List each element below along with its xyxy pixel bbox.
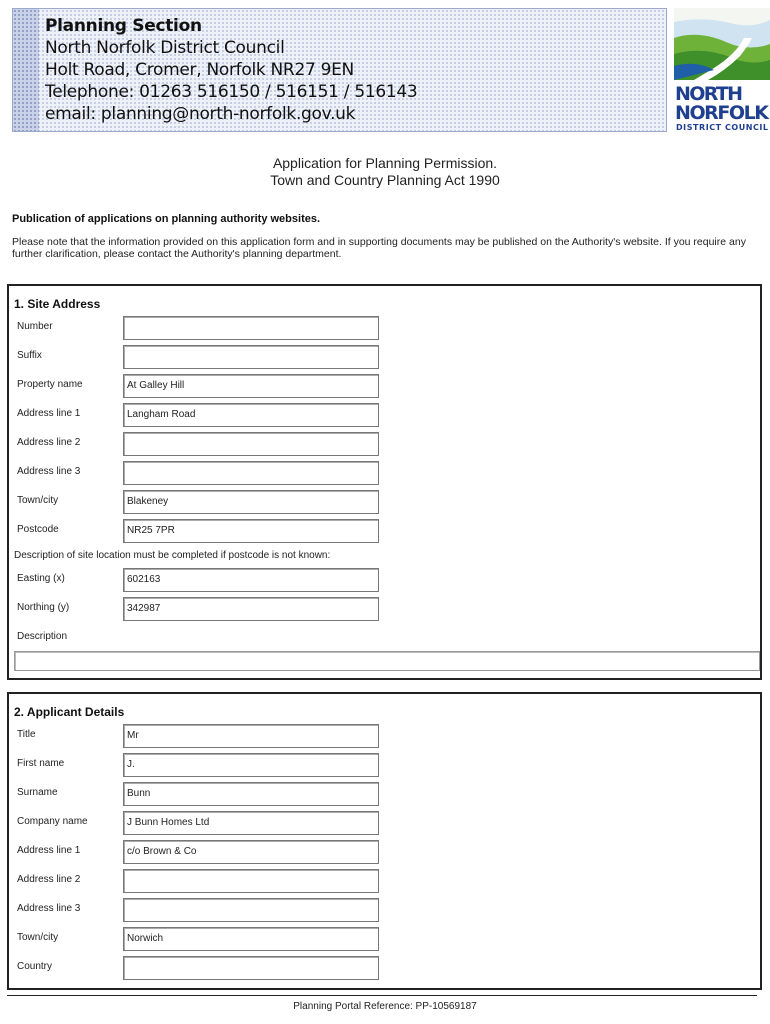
header-stripe — [13, 9, 39, 131]
council-email: email: planning@north-norfolk.gov.uk — [45, 104, 356, 124]
site-suffix-row — [9, 345, 759, 369]
applicant-address-line1-field[interactable]: c/o Brown & Co — [123, 840, 379, 864]
site-location-note: Description of site location must be completed if postcode is not known: — [14, 550, 331, 561]
site-property-name-field[interactable]: At Galley Hill — [123, 374, 379, 398]
footer-divider — [7, 995, 757, 996]
site-address-line1-field[interactable]: Langham Road — [123, 403, 379, 427]
applicant-country-row — [9, 956, 759, 980]
site-address-line2-field[interactable] — [123, 432, 379, 456]
applicant-first-name-row — [9, 753, 759, 777]
applicant-address-line3-row — [9, 898, 759, 922]
easting-row — [9, 568, 759, 592]
field-label: Number — [17, 321, 53, 332]
applicant-surname-field[interactable]: Bunn — [123, 782, 379, 806]
site-address-line2-row — [9, 432, 759, 456]
applicant-address-line2-row — [9, 869, 759, 893]
site-town-row — [9, 490, 759, 514]
easting-field[interactable]: 602163 — [123, 568, 379, 592]
site-suffix-field[interactable] — [123, 345, 379, 369]
site-address-title: 1. Site Address — [14, 297, 101, 311]
site-description-field[interactable] — [14, 651, 760, 671]
field-label: Title — [17, 729, 36, 740]
header-panel — [12, 8, 667, 132]
council-name: North Norfolk District Council — [45, 38, 285, 58]
publication-heading: Publication of applications on planning authority websites. — [12, 213, 321, 225]
planning-section-heading: Planning Section — [45, 16, 202, 36]
field-label: Easting (x) — [17, 573, 65, 584]
applicant-company-field[interactable]: J Bunn Homes Ltd — [123, 811, 379, 835]
field-label: Address line 3 — [17, 903, 81, 914]
field-label: Address line 3 — [17, 466, 81, 477]
applicant-title-field[interactable]: Mr — [123, 724, 379, 748]
field-label: Company name — [17, 816, 88, 827]
applicant-company-row — [9, 811, 759, 835]
field-label: First name — [17, 758, 65, 769]
publication-notice: Please note that the information provided on this application form and in supporting documents may be published on the Authority's website. If you require any further clarification, please contact the Authority's planning department. — [12, 236, 746, 260]
site-number-field[interactable] — [123, 316, 379, 340]
field-label: Address line 2 — [17, 437, 81, 448]
northing-row — [9, 597, 759, 621]
header-contact-block — [45, 15, 417, 125]
field-label: Property name — [17, 379, 83, 390]
field-label: Surname — [17, 787, 58, 798]
applicant-title-row — [9, 724, 759, 748]
applicant-first-name-field[interactable]: J. — [123, 753, 379, 777]
applicant-country-field[interactable] — [123, 956, 379, 980]
site-property-name-row — [9, 374, 759, 398]
field-label: Town/city — [17, 495, 59, 506]
council-address: Holt Road, Cromer, Norfolk NR27 9EN — [45, 60, 354, 80]
site-postcode-field[interactable]: NR25 7PR — [123, 519, 379, 543]
north-norfolk-logo — [674, 8, 770, 132]
applicant-address-line2-field[interactable] — [123, 869, 379, 893]
site-address-section — [7, 284, 762, 680]
applicant-address-line1-row — [9, 840, 759, 864]
site-postcode-row — [9, 519, 759, 543]
field-label: Country — [17, 961, 53, 972]
field-label: Address line 2 — [17, 874, 81, 885]
form-title-line2: Town and Country Planning Act 1990 — [270, 172, 500, 188]
logo-word-norfolk: NORFOLK — [675, 102, 769, 124]
council-telephone: Telephone: 01263 516150 / 516151 / 516143 — [45, 82, 418, 102]
applicant-town-row — [9, 927, 759, 951]
field-label: Town/city — [17, 932, 59, 943]
field-label: Suffix — [17, 350, 42, 361]
field-label: Address line 1 — [17, 845, 81, 856]
site-address-line1-row — [9, 403, 759, 427]
applicant-details-title: 2. Applicant Details — [14, 705, 125, 719]
logo-word-district-council: DISTRICT COUNCIL — [676, 123, 768, 132]
logo-word-north: NORTH — [675, 83, 743, 105]
site-number-row — [9, 316, 759, 340]
field-label: Address line 1 — [17, 408, 81, 419]
site-address-line3-field[interactable] — [123, 461, 379, 485]
field-label: Postcode — [17, 524, 59, 535]
site-town-field[interactable]: Blakeney — [123, 490, 379, 514]
applicant-address-line3-field[interactable] — [123, 898, 379, 922]
applicant-surname-row — [9, 782, 759, 806]
applicant-town-field[interactable]: Norwich — [123, 927, 379, 951]
planning-portal-reference: Planning Portal Reference: PP-10569187 — [293, 1001, 477, 1012]
form-title-line1: Application for Planning Permission. — [272, 155, 498, 171]
description-label: Description — [17, 631, 68, 642]
northing-field[interactable]: 342987 — [123, 597, 379, 621]
field-label: Northing (y) — [17, 602, 70, 613]
site-address-line3-row — [9, 461, 759, 485]
applicant-details-section — [7, 692, 762, 990]
